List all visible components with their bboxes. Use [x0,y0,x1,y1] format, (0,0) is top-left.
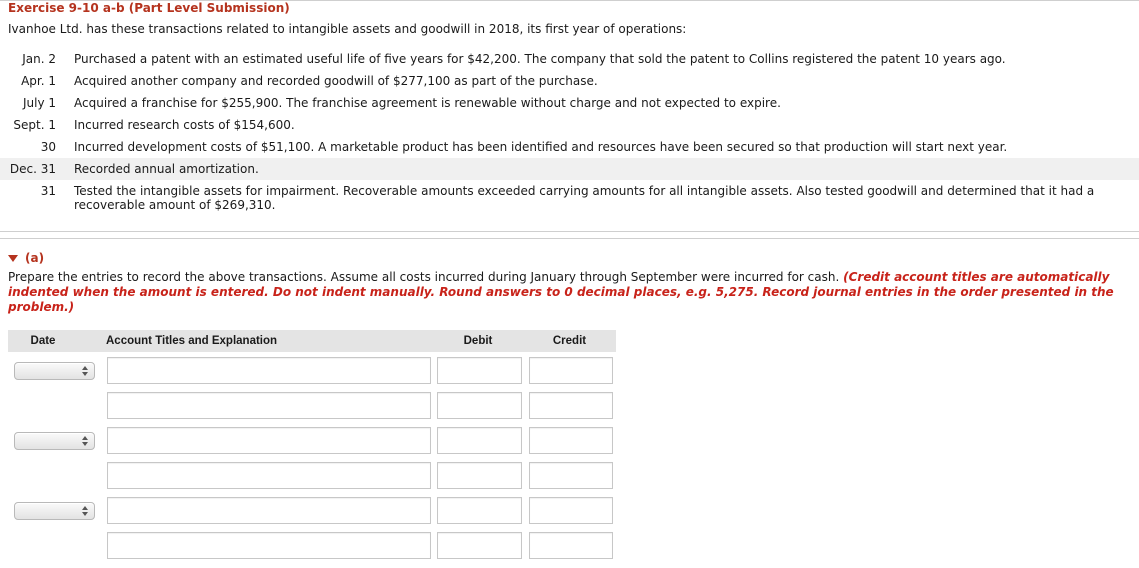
transaction-date: Dec. 31 [9,162,56,176]
debit-input[interactable] [437,497,522,524]
transaction-date: 30 [40,140,56,154]
transaction-row [0,158,1139,180]
journal-row [8,457,616,492]
header-debit: Debit [463,335,493,347]
transaction-date: 31 [40,184,56,198]
account-title-input[interactable] [107,497,431,524]
section-divider [0,231,1139,232]
journal-row [8,387,616,422]
transaction-text: Incurred development costs of $51,100. A marketable product has been identified and resources have been secured so that production will start next year. [74,140,1008,154]
transaction-text: Acquired another company and recorded goodwill of $277,100 as part of the purchase. [74,74,598,88]
header-account: Account Titles and Explanation [106,335,278,347]
transaction-row [0,70,1139,92]
collapse-triangle-icon[interactable] [8,255,18,262]
journal-row [8,352,616,387]
account-title-input[interactable] [107,357,431,384]
credit-input[interactable] [529,462,613,489]
journal-entry-table [8,330,616,562]
journal-row [8,492,616,527]
transaction-date: Apr. 1 [21,74,56,88]
transaction-list [0,48,1139,224]
credit-input[interactable] [529,427,613,454]
credit-input[interactable] [529,497,613,524]
up-down-arrows-icon [82,506,89,516]
transaction-date: July 1 [22,96,56,110]
transaction-text: Tested the intangible assets for impairment. Recoverable amounts exceeded carrying amounts for all intangible assets. Also tested goodwill and determined that it had a recoverable amount of $269,310. [74,184,1095,212]
account-title-input[interactable] [107,392,431,419]
credit-input[interactable] [529,532,613,559]
section-divider [0,238,1139,239]
account-title-input[interactable] [107,462,431,489]
exercise-intro: Ivanhoe Ltd. has these transactions related to intangible assets and goodwill in 2018, its first year of operations: [8,22,687,36]
transaction-row [0,136,1139,158]
debit-input[interactable] [437,532,522,559]
journal-row [8,422,616,457]
instructions-text: Prepare the entries to record the above transactions. Assume all costs incurred during January through September were incurred for cash. [8,270,840,284]
debit-input[interactable] [437,392,522,419]
part-a-instructions [8,270,1128,315]
account-title-input[interactable] [107,532,431,559]
account-title-input[interactable] [107,427,431,454]
exercise-title: Exercise 9-10 a-b (Part Level Submission) [8,1,290,15]
header-date: Date [30,335,56,347]
transaction-text: Acquired a franchise for $255,900. The franchise agreement is renewable without charge and not expected to expire. [74,96,781,110]
part-a-toggle[interactable] [8,251,44,265]
transaction-row [0,114,1139,136]
debit-input[interactable] [437,427,522,454]
credit-input[interactable] [529,392,613,419]
transaction-text: Purchased a patent with an estimated useful life of five years for $42,200. The company that sold the patent to Collins registered the patent 10 years ago. [74,52,1006,66]
up-down-arrows-icon [82,366,89,376]
date-dropdown[interactable] [14,502,95,520]
up-down-arrows-icon [82,436,89,446]
journal-header [8,330,616,352]
transaction-row [0,48,1139,70]
journal-row [8,527,616,562]
transaction-text: Recorded annual amortization. [74,162,259,176]
transaction-date: Sept. 1 [13,118,56,132]
transaction-row [0,92,1139,114]
transaction-row [0,180,1139,224]
instructions-note: (Credit account titles are automatically indented when the amount is entered. Do not indent manually. Round answers to 0 decimal places, e.g. 5,275. Record journal entries in the order presented in the problem.) [8,270,1114,314]
debit-input[interactable] [437,357,522,384]
date-dropdown[interactable] [14,432,95,450]
transaction-text: Incurred research costs of $154,600. [74,118,295,132]
debit-input[interactable] [437,462,522,489]
date-dropdown[interactable] [14,362,95,380]
transaction-date: Jan. 2 [22,52,56,66]
part-a-label: (a) [25,251,45,265]
header-credit: Credit [552,335,587,347]
credit-input[interactable] [529,357,613,384]
